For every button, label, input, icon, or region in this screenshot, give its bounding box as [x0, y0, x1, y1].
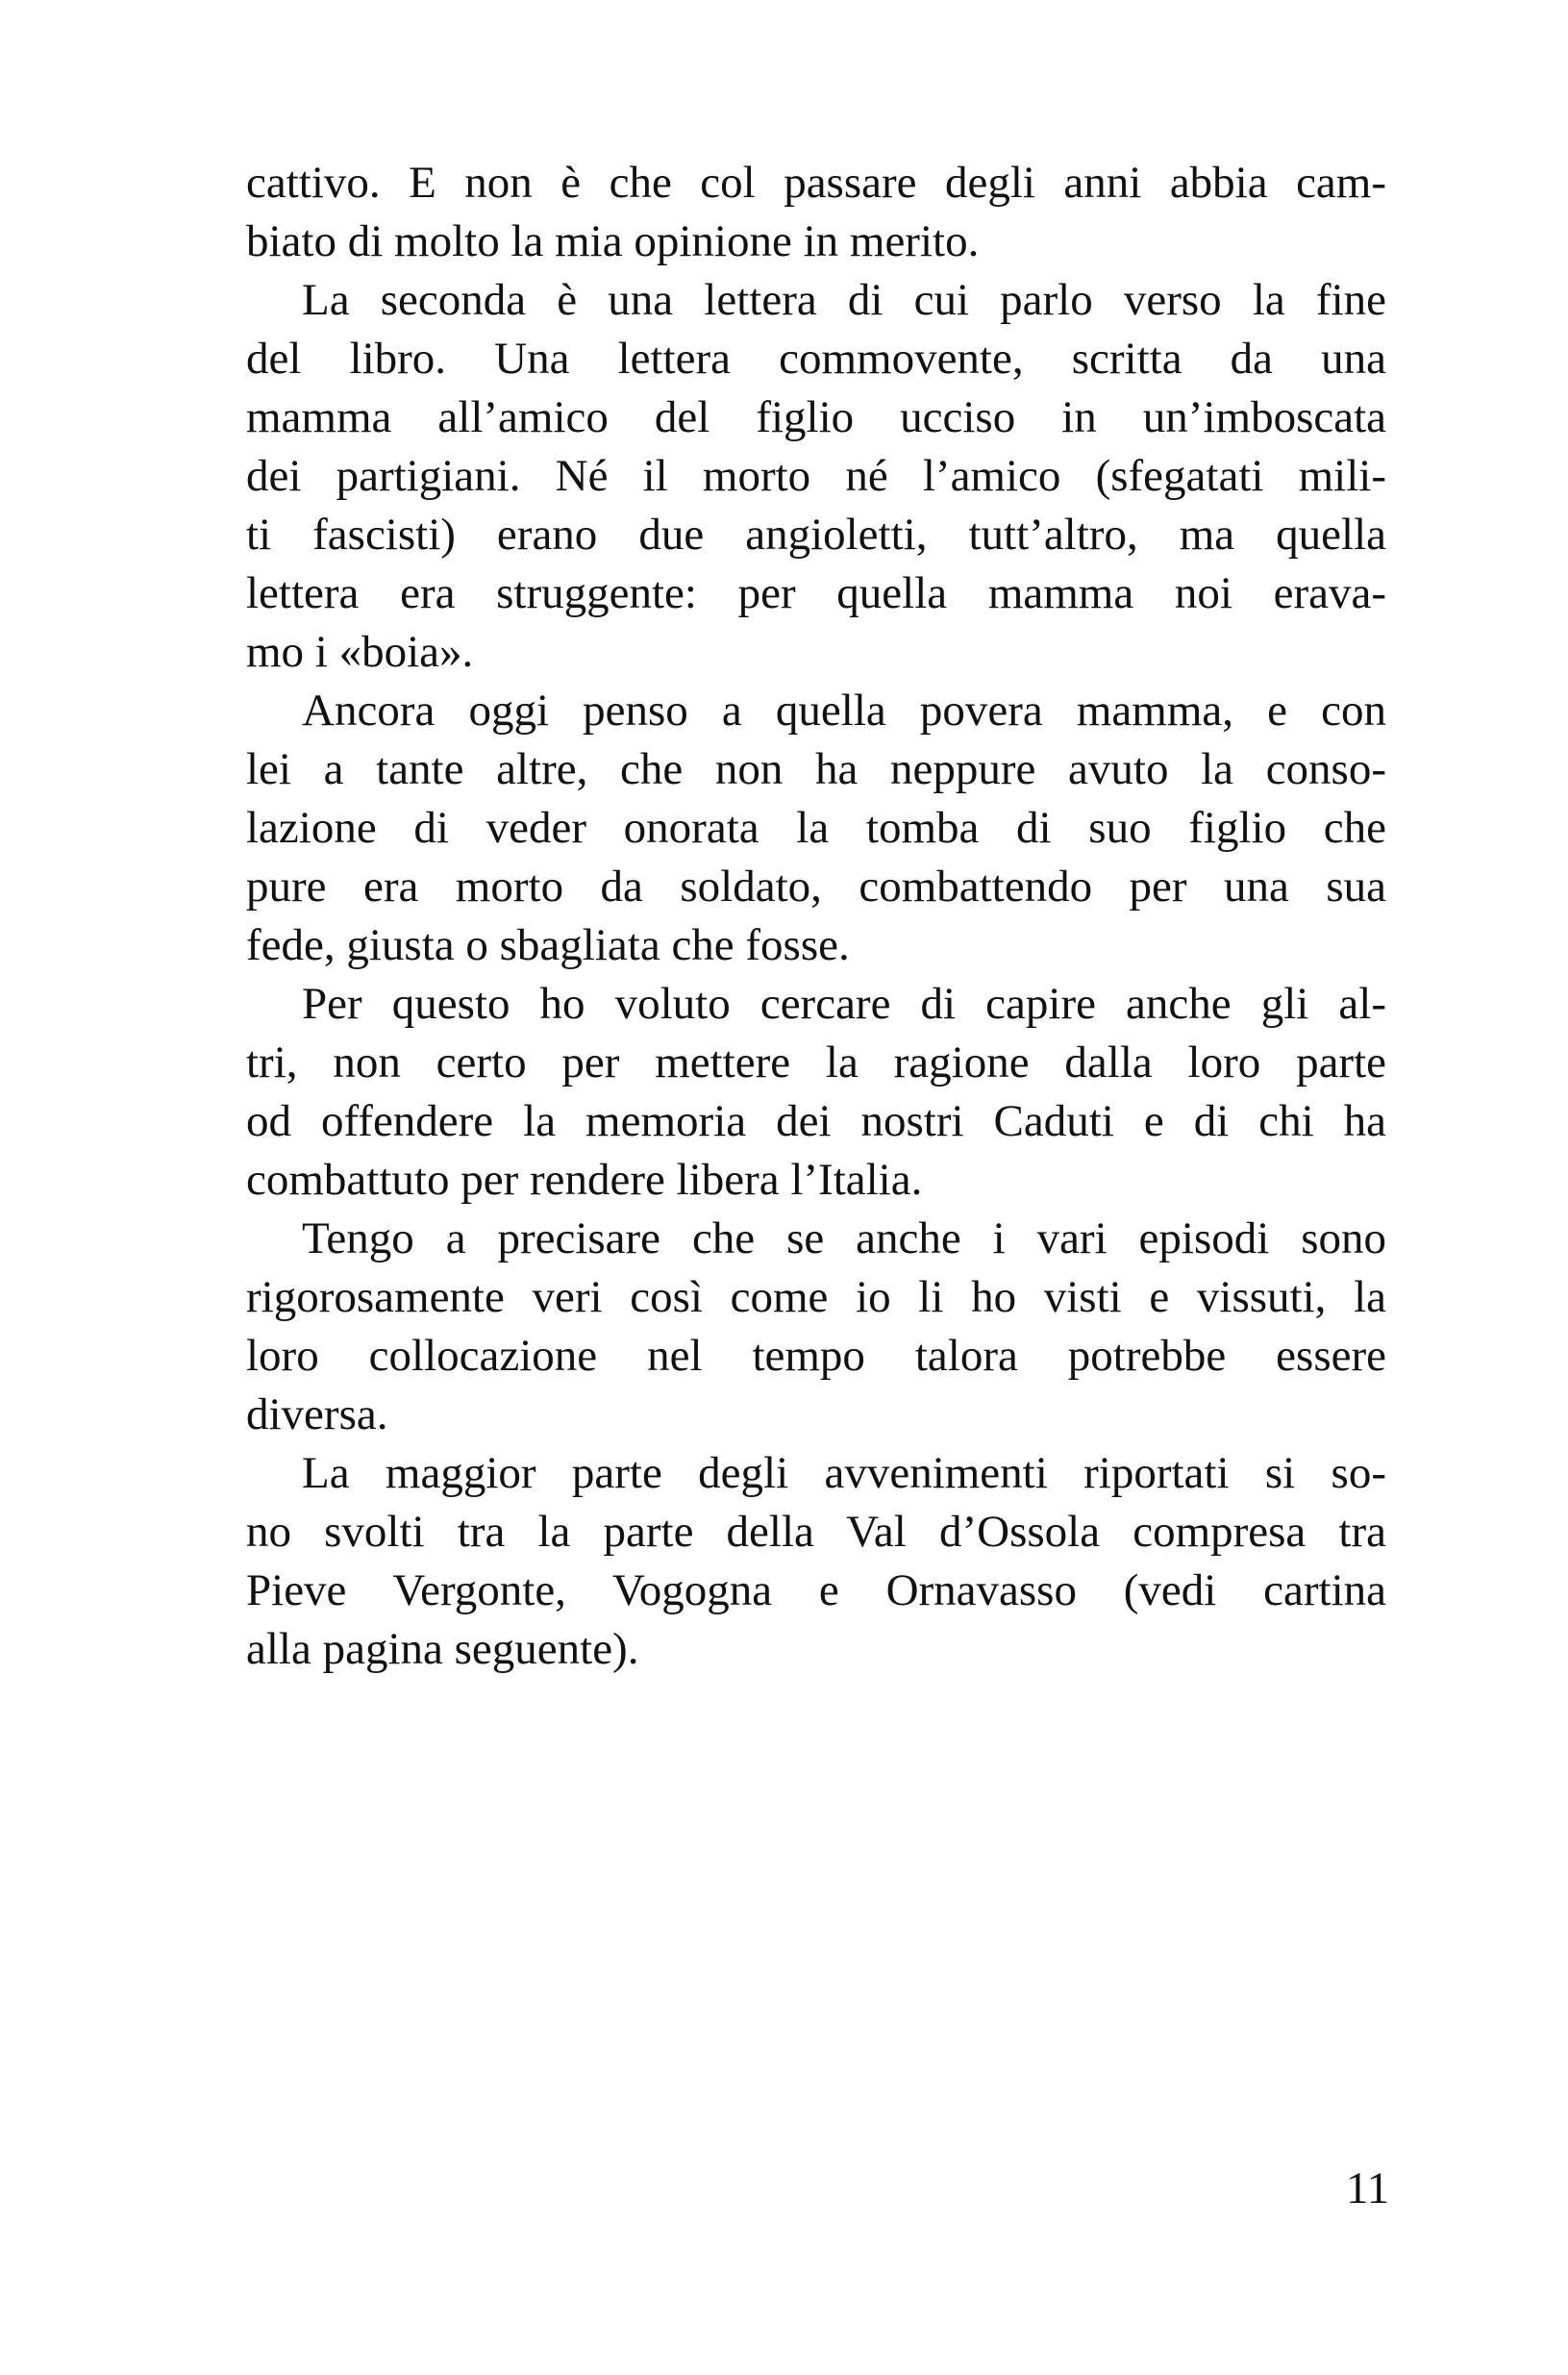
text-line: fede, giusta o sbagliata che fosse. [246, 920, 850, 970]
text-line: alla pagina seguente). [246, 1624, 639, 1674]
paragraph [246, 1210, 1386, 1444]
paragraph [246, 1444, 1386, 1679]
text-line: cattivo. E non è che col passare degli anni abbia cam- [246, 158, 1386, 208]
text-line: diversa. [246, 1389, 388, 1439]
page-number: 11 [1346, 2163, 1390, 2213]
paragraph [246, 154, 1386, 271]
text-line: lei a tante altre, che non ha neppure avuto la conso- [246, 744, 1386, 794]
text-line: lazione di veder onorata la tomba di suo figlio che [246, 803, 1386, 853]
text-line: Tengo a precisare che se anche i vari episodi sono [302, 1213, 1386, 1263]
text-line: Ancora oggi penso a quella povera mamma, e con [302, 686, 1386, 736]
text-line: La maggior parte degli avvenimenti riportati si so- [302, 1448, 1386, 1498]
text-line: rigorosamente veri così come io li ho visti e vissuti, la [246, 1272, 1386, 1322]
text-line: tri, non certo per mettere la ragione dalla loro parte [246, 1038, 1386, 1088]
text-line: biato di molto la mia opinione in merito. [246, 216, 980, 266]
text-line: combattuto per rendere libera l’Italia. [246, 1155, 923, 1205]
paragraph [246, 271, 1386, 682]
text-line: Pieve Vergonte, Vogogna e Ornavasso (vedi cartina [246, 1565, 1386, 1615]
text-line: dei partigiani. Né il morto né l’amico (sfegatati mili- [246, 451, 1386, 501]
text-line: lettera era struggente: per quella mamma noi erava- [246, 568, 1386, 618]
text-line: mamma all’amico del figlio ucciso in un’imboscata [246, 392, 1386, 442]
text-line: no svolti tra la parte della Val d’Ossola compresa tra [246, 1507, 1386, 1557]
text-line: Per questo ho voluto cercare di capire anche gli al- [302, 979, 1386, 1029]
text-line: ti fascisti) erano due angioletti, tutt’altro, ma quella [246, 510, 1386, 560]
paragraph [246, 975, 1386, 1210]
text-line: mo i «boia». [246, 627, 474, 677]
paragraph [246, 682, 1386, 975]
text-line: La seconda è una lettera di cui parlo verso la fine [302, 275, 1386, 325]
body-text [246, 154, 1386, 1679]
text-line: loro collocazione nel tempo talora potrebbe essere [246, 1331, 1386, 1381]
text-line: del libro. Una lettera commovente, scritta da una [246, 334, 1386, 384]
text-line: pure era morto da soldato, combattendo per una sua [246, 862, 1386, 912]
text-line: od offendere la memoria dei nostri Caduti e di chi ha [246, 1096, 1386, 1146]
